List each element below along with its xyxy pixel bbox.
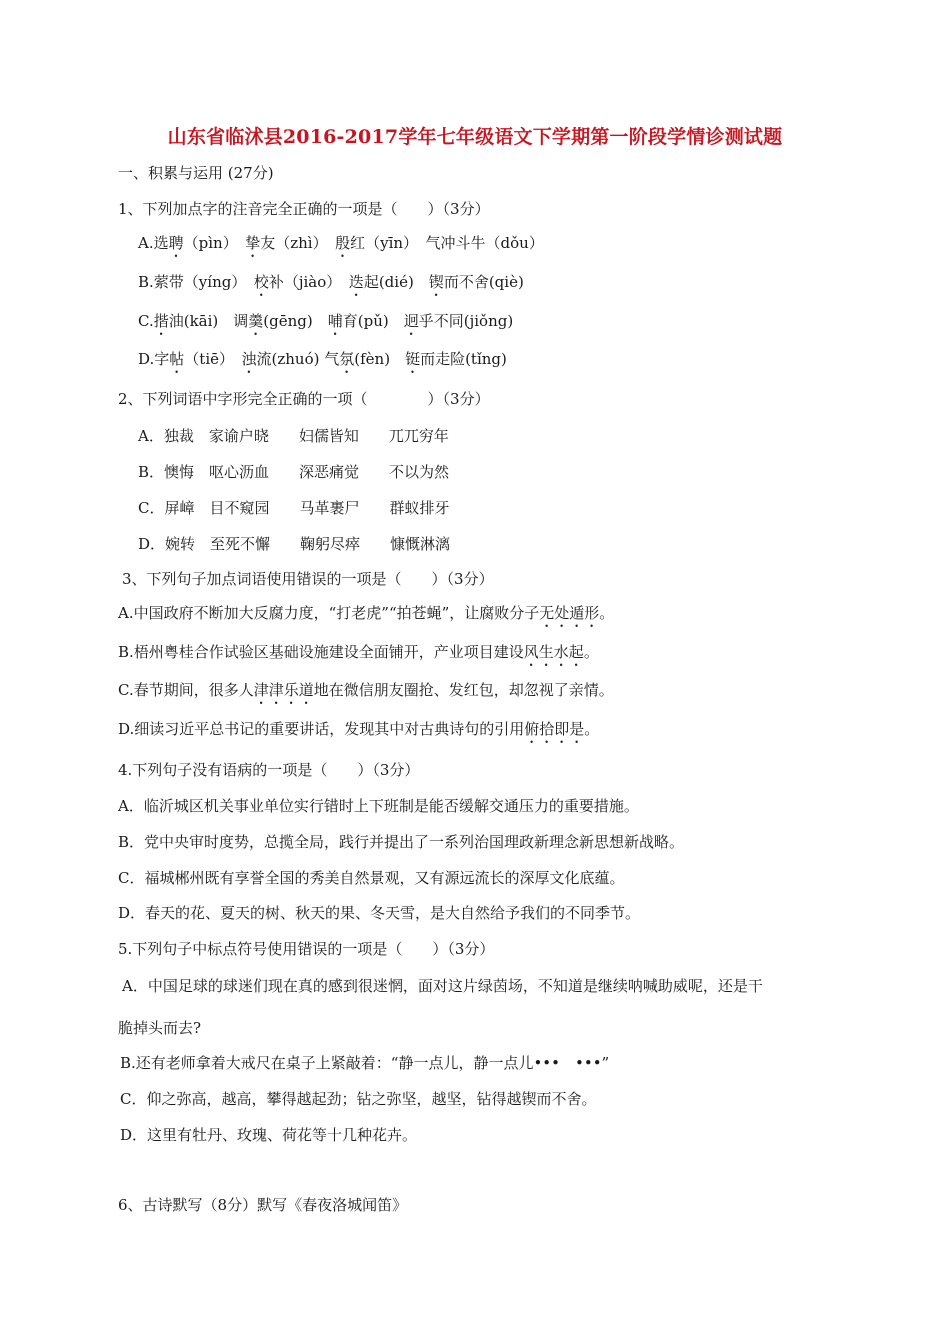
option-text: 起(dié)	[363, 273, 429, 291]
option-text: C.春节期间，很多人	[118, 681, 254, 699]
option-text: （tiē）	[184, 350, 242, 368]
option-text: 地在微信朋友圈抢、发红包，却忽视了亲情。	[313, 681, 614, 699]
dotted-phrase: 俯拾即是	[524, 720, 585, 738]
dotted-char: 迥	[403, 312, 419, 330]
dotted-char: 氛	[339, 350, 355, 368]
dotted-char: 殷	[335, 234, 351, 252]
option-text: 。	[599, 604, 615, 622]
question-2-option-c: C．屏嶂 目不窥园 马革裹尸 群蚁排牙	[138, 499, 450, 517]
dotted-char: 铤	[405, 350, 421, 368]
option-text: 字	[154, 350, 170, 368]
question-4-option-c: C．福城郴州既有享誉全国的秀美自然景观，又有源远流长的深厚文化底蕴。	[118, 869, 625, 887]
dotted-char: 揩	[153, 312, 169, 330]
dotted-char: 哺	[327, 312, 343, 330]
option-label: B.	[138, 273, 154, 291]
page-title: 山东省临沭县2016-2017学年七年级语文下学期第一阶段学情诊测试题	[167, 126, 783, 148]
dotted-char: 聘	[168, 234, 184, 252]
option-text: 。	[584, 720, 600, 738]
dotted-char: 锲	[428, 273, 444, 291]
question-1-option-a	[138, 233, 544, 261]
option-label: D.	[138, 350, 155, 368]
option-text: 。	[583, 643, 599, 661]
option-label: A.	[138, 234, 154, 252]
question-4-option-a: A．临沂城区机关事业单位实行错时上下班制是能否缓解交通压力的重要措施。	[118, 797, 639, 815]
question-5-option-a-continued: 脆掉头而去?	[118, 1019, 202, 1037]
question-3-option-c	[118, 680, 614, 708]
question-5-stem: 5.下列句子中标点符号使用错误的一项是（ ）（3分）	[118, 940, 495, 958]
option-text: A.中国政府不断加大反腐力度，“打老虎”“拍苍蝇”，让腐败分子	[118, 604, 540, 622]
question-2-option-a: A．独裁 家谕户晓 妇儒皆知 兀兀穷年	[138, 427, 449, 445]
question-3-stem: 3、下列句子加点词语使用错误的一项是（ ）（3分）	[122, 570, 494, 588]
option-text: B.梧州粤桂合作试验区基础设施建设全面铺开，产业项目建设	[118, 643, 524, 661]
question-3-option-d	[118, 719, 599, 747]
dotted-char: 帖	[169, 350, 185, 368]
option-text: D.细读习近平总书记的重要讲话，发现其中对古典诗句的引用	[118, 720, 525, 738]
question-1-option-c	[138, 311, 513, 339]
question-2-option-d: D．婉转 至死不懈 鞠躬尽瘁 慷慨淋漓	[138, 535, 451, 553]
option-label: C.	[138, 312, 154, 330]
option-text: （pìn）	[183, 234, 246, 252]
dotted-phrase: 津津乐道	[253, 681, 314, 699]
question-3-option-a	[118, 603, 614, 631]
question-6-stem: 6、古诗默写（8分）默写《春夜洛城闻笛》	[118, 1196, 408, 1214]
option-text: 油(kāi) 调	[168, 312, 249, 330]
question-1-option-d	[138, 349, 507, 377]
question-5-option-b: B.还有老师拿着大戒尺在桌子上紧敲着：“静一点儿，静一点儿••• •••”	[120, 1054, 610, 1072]
question-4-stem: 4.下列句子没有语病的一项是（ ）（3分）	[118, 761, 420, 779]
option-text: 萦带（yíng）	[153, 273, 254, 291]
option-text: 而不舍(qiè)	[443, 273, 524, 291]
dotted-char: 迭	[348, 273, 364, 291]
option-text: 流(zhuó) 气	[256, 350, 340, 368]
question-5-option-c: C．仰之弥高，越高，攀得越起劲；钻之弥坚，越坚，钻得越锲而不舍。	[120, 1090, 597, 1108]
dotted-phrase: 风生水起	[523, 643, 584, 661]
question-3-option-b	[118, 642, 599, 670]
option-text: (gēng)	[263, 312, 328, 330]
dotted-char: 浊	[241, 350, 257, 368]
option-text: 红（yīn） 气冲斗牛（dǒu）	[350, 234, 544, 252]
dotted-char: 挚	[245, 234, 261, 252]
question-1-stem: 1、下列加点字的注音完全正确的一项是（ ）（3分）	[118, 200, 490, 218]
section-heading: 一、积累与运用 (27分)	[118, 164, 274, 182]
option-text: 选	[153, 234, 169, 252]
question-1-option-b	[138, 272, 524, 300]
option-text: 友（zhì）	[260, 234, 336, 252]
dotted-char: 校	[253, 273, 269, 291]
option-text: (fèn)	[354, 350, 406, 368]
question-2-option-b: B．懊悔 呕心沥血 深恶痛觉 不以为然	[138, 463, 450, 481]
question-5-option-d: D．这里有牡丹、玫瑰、荷花等十几种花卉。	[120, 1126, 418, 1144]
question-4-option-b: B．党中央审时度势，总揽全局，践行并提出了一系列治国理政新理念新思想新战略。	[118, 833, 685, 851]
option-text: 而走险(tǐng)	[420, 350, 507, 368]
question-4-option-d: D．春天的花、夏天的树、秋天的果、冬天雪，是大自然给予我们的不同季节。	[118, 904, 641, 922]
question-2-stem: 2、下列词语中字形完全正确的一项（ ）（3分）	[118, 390, 490, 408]
option-text: 育(pǔ)	[342, 312, 404, 330]
option-text: 补（jiào）	[268, 273, 349, 291]
dotted-char: 羹	[248, 312, 264, 330]
question-5-option-a: A．中国足球的球迷们现在真的感到很迷惘，面对这片绿茵场，不知道是继续呐喊助威呢，还是干	[122, 977, 763, 995]
option-text: 乎不同(jiǒng)	[418, 312, 514, 330]
dotted-phrase: 无处遁形	[539, 604, 600, 622]
